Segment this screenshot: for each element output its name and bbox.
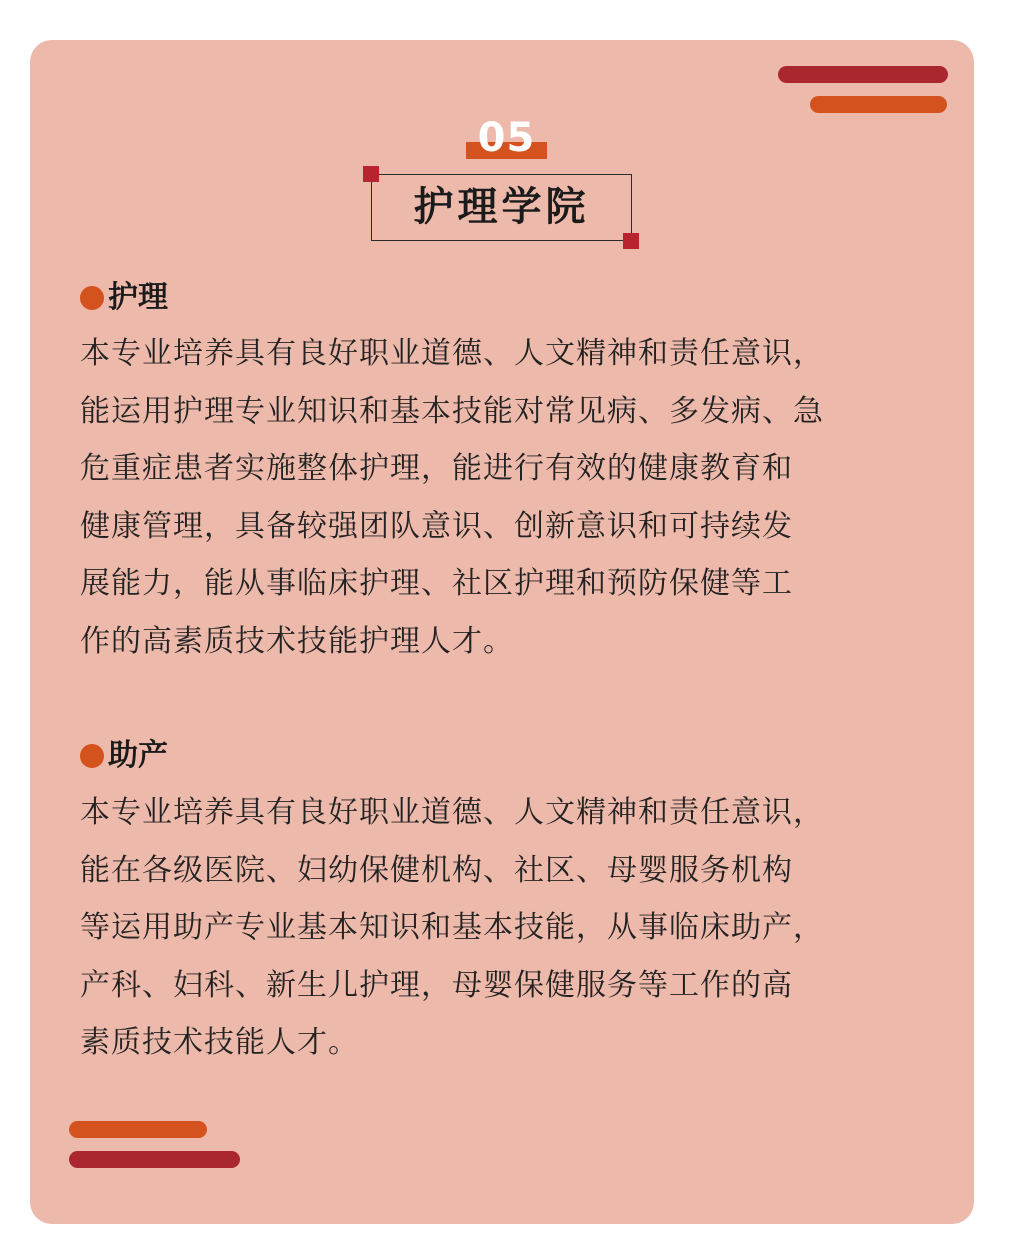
body-line: 能运用护理专业知识和基本技能对常见病、多发病、急 [80,393,824,429]
bullet-dot-icon [80,744,104,768]
body-line: 危重症患者实施整体护理，能进行有效的健康教育和 [80,451,793,486]
page-title: 护理学院 [413,184,590,230]
section-number: 05 [477,115,536,161]
section-heading-label: 护理 [108,280,168,315]
body-line: 健康管理，具备较强团队意识、创新意识和可持续发 [80,508,793,544]
body-line: 展能力，能从事临床护理、社区护理和预防保健等工 [80,566,793,601]
body-line: 素质技术技能人才。 [80,1025,359,1060]
section-heading-nursing [80,280,168,316]
body-line: 本专业培养具有良好职业道德、人文精神和责任意识， [80,795,824,830]
section-body-midwifery [80,784,940,1072]
body-line: 作的高素质技术技能护理人才。 [80,623,514,659]
body-line: 等运用助产专业基本知识和基本技能，从事临床助产， [80,910,824,945]
decorative-bar-bottom-left-red [69,1151,240,1168]
section-heading-midwifery [80,738,168,774]
decorative-bar-top-right-orange [810,96,947,113]
body-line: 产科、妇科、新生儿护理，母婴保健服务等工作的高 [80,967,793,1003]
section-heading-label: 助产 [108,738,168,773]
decorative-bar-top-right-red [778,66,948,83]
body-line: 本专业培养具有良好职业道德、人文精神和责任意识， [80,336,824,371]
section-body-nursing [80,325,940,670]
body-line: 能在各级医院、妇幼保健机构、社区、母婴服务机构 [80,852,793,888]
bullet-dot-icon [80,286,104,310]
decorative-bar-bottom-left-orange [69,1121,207,1138]
